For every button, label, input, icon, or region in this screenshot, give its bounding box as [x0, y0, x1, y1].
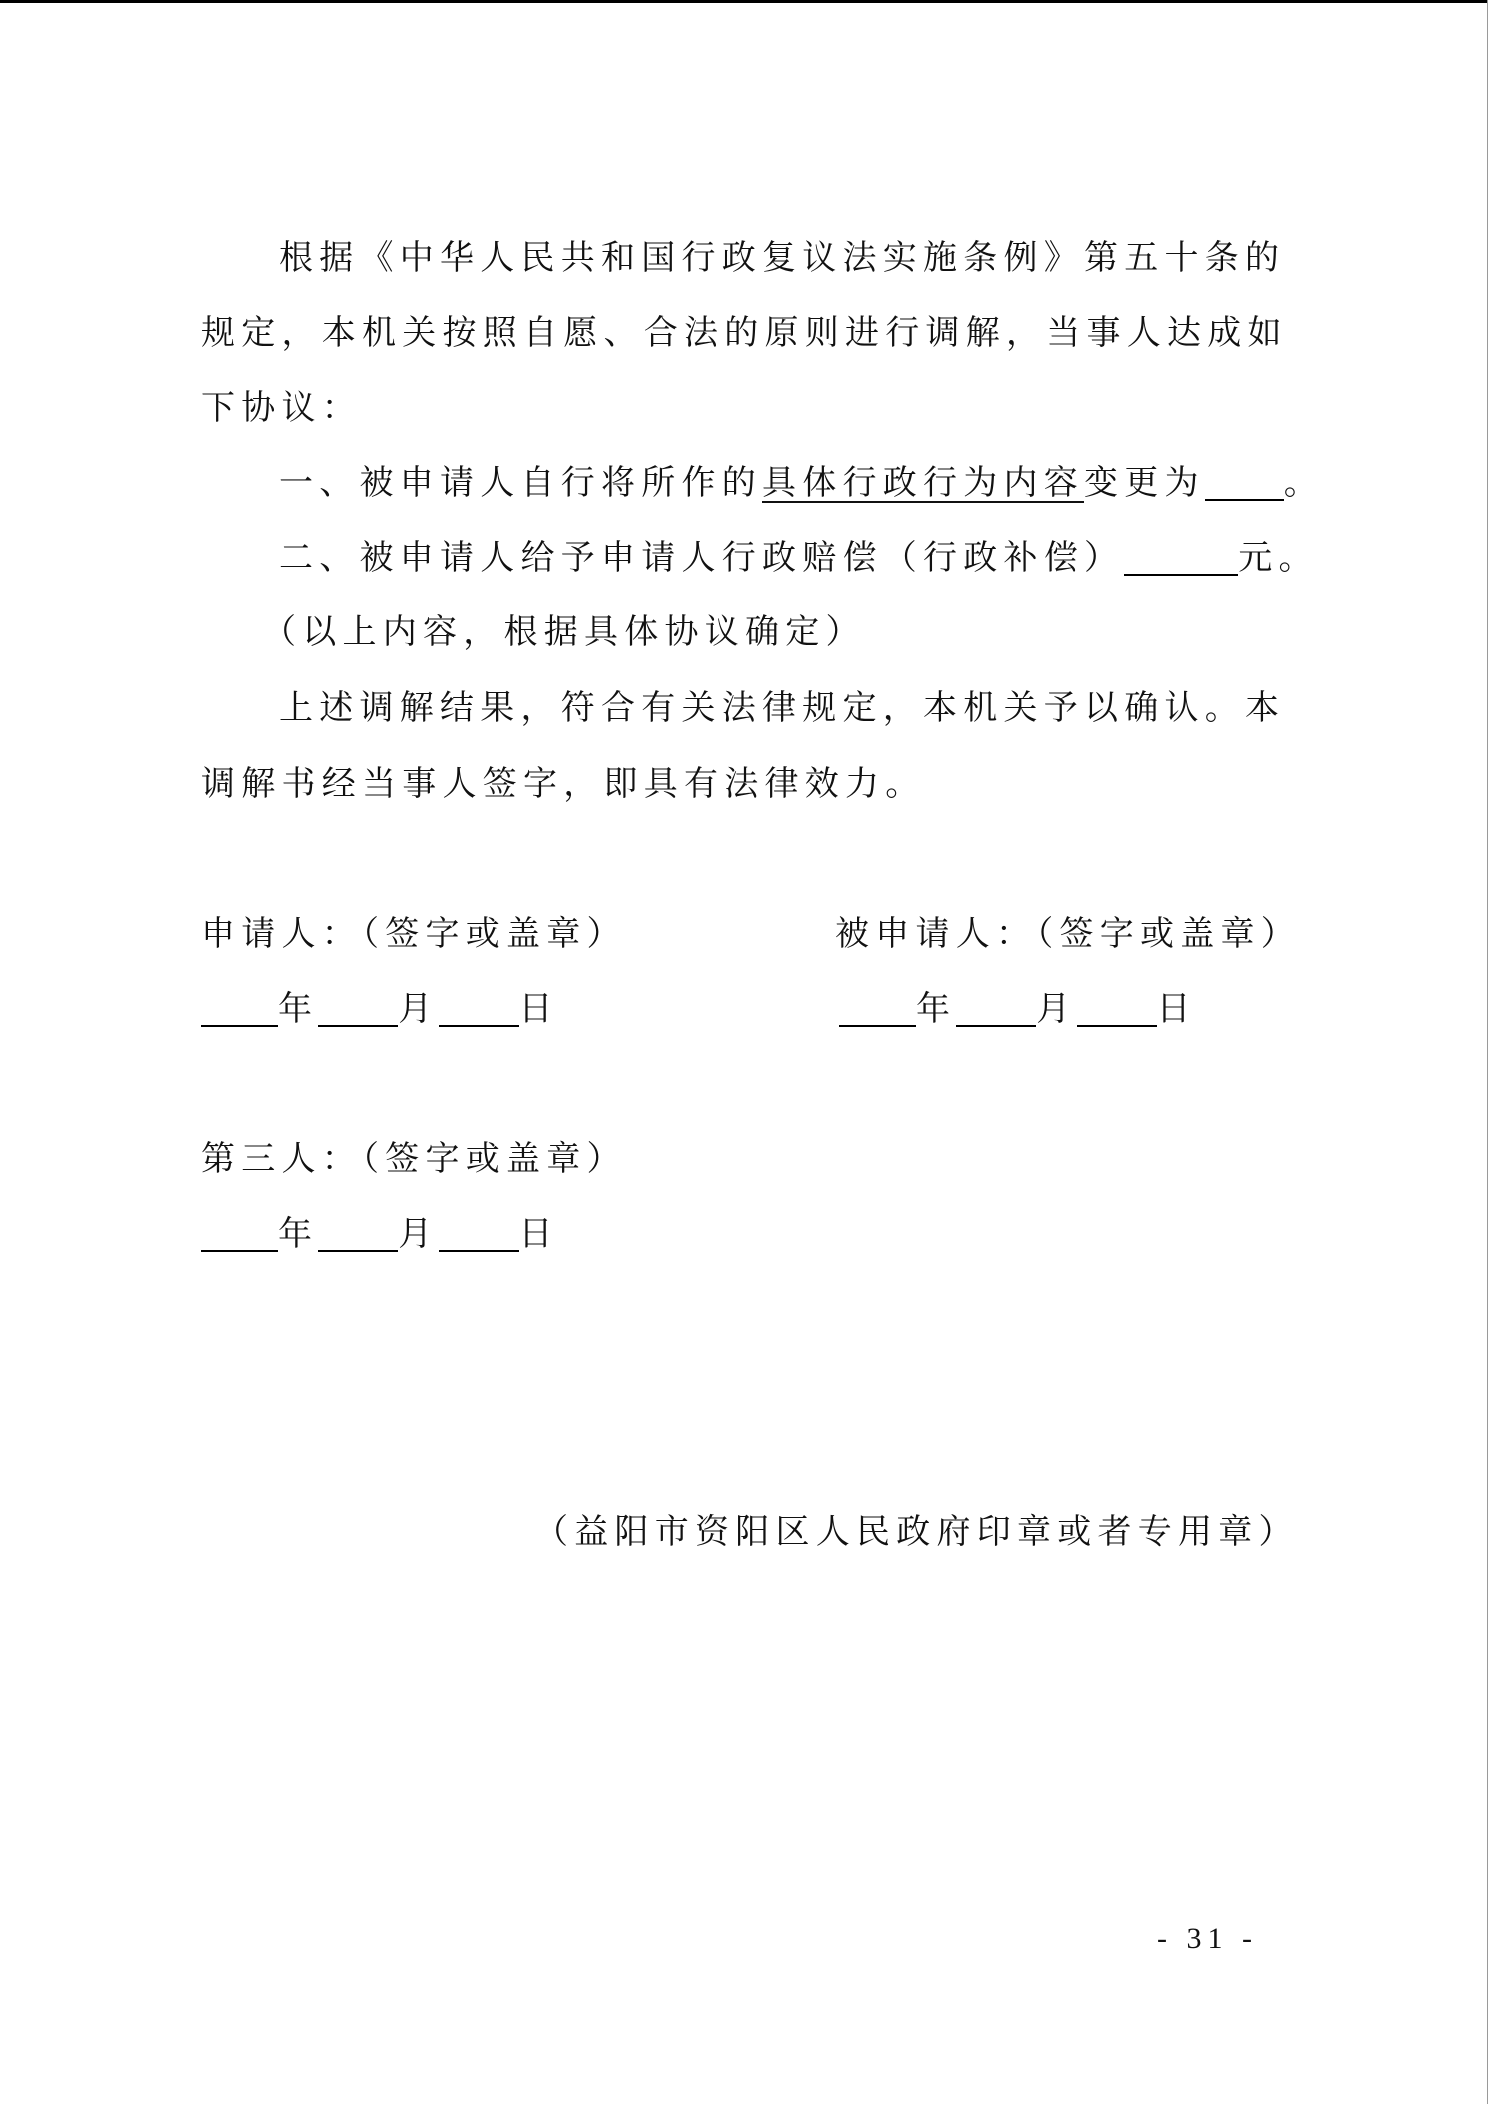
item-1-blank — [1205, 469, 1284, 501]
day-label: 日 — [518, 989, 559, 1029]
item-2-suffix: 元。 — [1238, 538, 1319, 578]
item-1-prefix: 一、被申请人自行将所作的 — [279, 463, 762, 503]
day-label: 日 — [1156, 989, 1197, 1029]
respondent-date-line — [839, 989, 1197, 1029]
page-number: - 31 - — [1157, 1922, 1258, 1955]
item-2-prefix: 二、被申请人给予申请人行政赔偿（行政补偿） — [279, 538, 1125, 578]
year-label: 年 — [916, 989, 957, 1029]
body-line-2: 规定，本机关按照自愿、合法的原则进行调解，当事人达成如 — [201, 313, 1288, 353]
month-label: 月 — [398, 989, 439, 1029]
month-label: 月 — [398, 1214, 439, 1254]
year-blank — [839, 995, 916, 1027]
note-line: （以上内容，根据具体协议确定） — [262, 612, 866, 652]
year-label: 年 — [278, 1214, 319, 1254]
item-1-middle: 变更为 — [1084, 463, 1205, 503]
item-2-amount-blank — [1124, 544, 1238, 576]
body-line-1: 根据《中华人民共和国行政复议法实施条例》第五十条的 — [279, 238, 1286, 278]
year-blank — [201, 1220, 278, 1252]
confirm-line-2: 调解书经当事人签字，即具有法律效力。 — [201, 764, 926, 804]
item-1-suffix: 。 — [1283, 463, 1324, 503]
day-blank — [1077, 995, 1157, 1027]
item-1-underlined-text: 具体行政行为内容 — [762, 463, 1084, 503]
confirm-line-1: 上述调解结果，符合有关法律规定，本机关予以确认。本 — [279, 688, 1286, 728]
applicant-date-line — [201, 989, 559, 1029]
month-label: 月 — [1036, 989, 1077, 1029]
respondent-signature-label: 被申请人：（签字或盖章） — [835, 914, 1301, 954]
body-line-3: 下协议： — [201, 388, 362, 428]
day-blank — [439, 1220, 519, 1252]
month-blank — [318, 995, 398, 1027]
year-label: 年 — [278, 989, 319, 1029]
month-blank — [318, 1220, 398, 1252]
day-label: 日 — [518, 1214, 559, 1254]
month-blank — [956, 995, 1036, 1027]
page-top-border — [0, 0, 1488, 3]
third-party-date-line — [201, 1214, 559, 1254]
agreement-item-1 — [279, 463, 1324, 503]
third-party-signature-label: 第三人：（签字或盖章） — [201, 1139, 627, 1179]
day-blank — [439, 995, 519, 1027]
agreement-item-2 — [279, 538, 1319, 578]
official-seal-line: （益阳市资阳区人民政府印章或者专用章） — [534, 1512, 1299, 1552]
year-blank — [201, 995, 278, 1027]
applicant-signature-label: 申请人：（签字或盖章） — [201, 914, 627, 954]
